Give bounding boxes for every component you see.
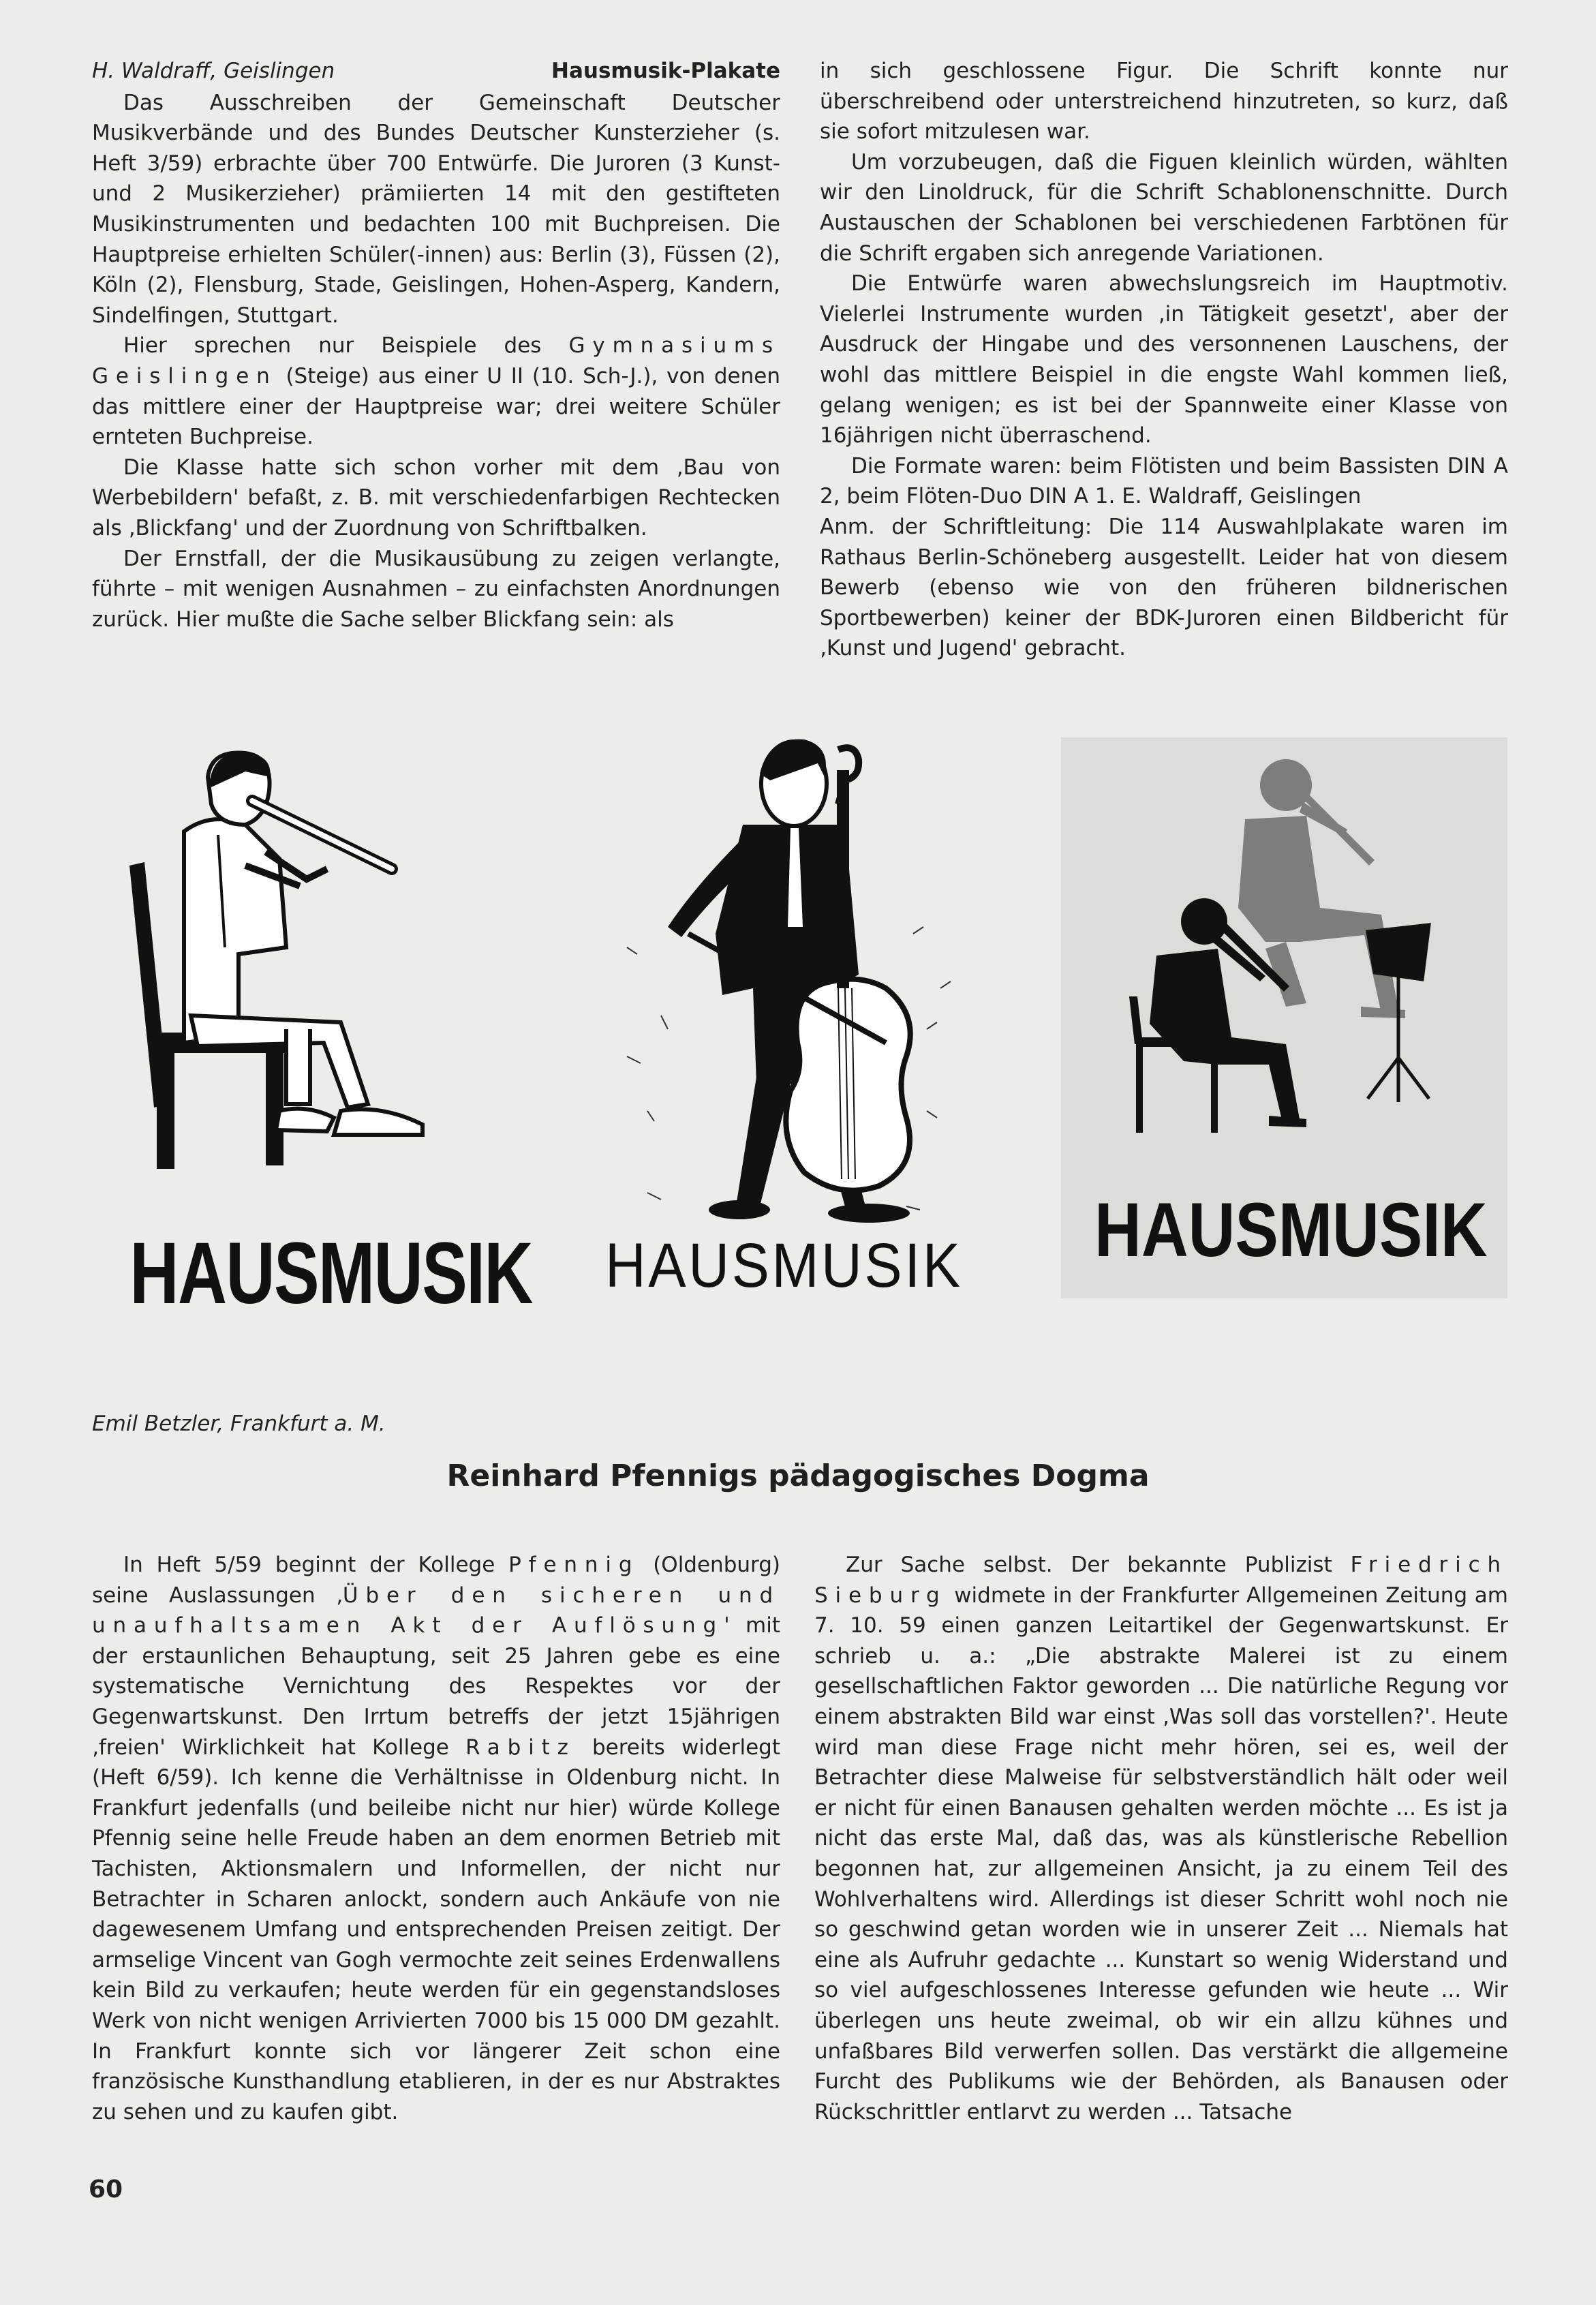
text-span: Hier sprechen nur Beispiele des [123, 333, 569, 358]
text-span: widmete in der Frankfurter Allgemeinen Zeitung am 7. 10. 59 einen ganzen Leitartikel der Gegenwartskunst. Er schrieb u. a.: „Die abstrakte Malerei ist zu einem gesellschaftlichen Faktor geworden ... Die natürliche Regung vor einem abstrakten Bild war einst ‚Was soll das vorstellen?'. Heute wird man diese Frage nicht mehr hören, sei es, weil der Betrachter diese Malweise für selbstverständlich hält oder weil er nicht für einen Banausen gehalten werden möchte ... Es ist ja nicht das erste Mal, daß das, was als künstlerische Rebellion begonnen hat, zur allgemeinen Ansicht, ja zu einem Teil des Wohlverhaltens wird. Allerdings ist dieser Schritt wohl noch nie so geschwind getan worden wie in unserer Zeit ... Niemals hat eine als Aufruhr gedachte ... Kunstart so wenig Widerstand und so viel aufgeschlossenes Interesse gefunden wie heute ... Wir überlegen uns heute zweimal, ob wir ein allzu kühnes und unfaßbares Bild verwerfen sollen. Das verstärkt die allgemeine Furcht des Publikums wie der Behörden, als Banausen oder Rückschrittler entlarvt zu werden ... Tatsache [814, 1583, 1508, 2124]
spaced-text: Gymnasiums Geislingen [92, 333, 780, 388]
article1-author: H. Waldraff, Geislingen [92, 59, 335, 83]
poster-title: HAUSMUSIK [1094, 1187, 1488, 1272]
article1-paragraph: Die Formate waren: beim Flötisten und beim Bassisten DIN A 2, beim Flöten-Duo DIN A 1. E. Waldraff, Geislingen [820, 453, 1508, 509]
article1-paragraph [92, 331, 780, 452]
article1-paragraph: Das Ausschreiben der Gemeinschaft Deutscher Musikverbände und des Bundes Deutscher Kunsterzieher (s. Heft 3/59) erbrachte über 700 Entwürfe. Die Juroren (3 Kunst- und 2 Musikerzieher) prämiierten 14 mit den gestifteten Musikinstrumenten und bedachten 100 mit Buchpreisen. Die Hauptpreise erhielten Schüler(-innen) aus: Berlin (3), Füssen (2), Köln (2), Flensburg, Stade, Geislingen, Hohen-Asperg, Kandern, Sindelfingen, Stuttgart. [92, 90, 780, 328]
article2-right-column [814, 1550, 1508, 2127]
text-span: Zur Sache selbst. Der bekannte Publizist [846, 1553, 1351, 1577]
flute-duo-illustration [1061, 737, 1507, 1160]
poster-title: HAUSMUSIK [605, 1231, 963, 1300]
article1-header [92, 56, 780, 87]
article1-right-column [820, 56, 1508, 664]
spaced-name: Pfennig [508, 1553, 640, 1577]
poster-bassist [586, 729, 968, 1309]
article1-paragraph: in sich geschlossene Figur. Die Schrift konnte nur überschreibend oder unterstreichend hinzutreten, so kurz, daß sie sofort mitzulesen war. [820, 59, 1508, 144]
spaced-name: Friedrich Sieburg [814, 1553, 1508, 1608]
flutist-illustration [82, 722, 518, 1227]
article2-headline: Reinhard Pfennigs pädagogisches Dogma [446, 1459, 1150, 1493]
article2-paragraph [92, 1550, 780, 2127]
spaced-name: Rabitz [465, 1735, 576, 1760]
text-span: In Heft 5/59 beginnt der Kollege [123, 1553, 509, 1577]
article1-paragraph: Die Klasse hatte sich schon vorher mit dem ‚Bau von Werbebildern' befaßt, z. B. mit verschiedenfarbigen Rechtecken als ‚Blickfang' und der Zuordnung von Schriftbalken. [92, 455, 780, 540]
article1-section-title: Hausmusik-Plakate [551, 59, 780, 83]
article1-note: Anm. der Schriftleitung: Die 114 Auswahlplakate waren im Rathaus Berlin-Schöneberg ausgestellt. Leider hat von diesem Bewerb (ebenso wie von den früheren bildnerischen Sportbewerben) keiner der BDK-Juroren einen Bildbericht für ‚Kunst und Jugend' gebracht. [820, 514, 1508, 661]
article1-left-column [92, 56, 780, 635]
bassist-illustration [586, 729, 968, 1234]
text-span: ' mit der erstaunlichen Behauptung, seit 25 Jahren gebe es eine systematische Vernichtung des Respektes vor der Gegenwartskunst. Den Irrtum betreffs der jetzt 15jährigen ‚freien' Wirklichkeit hat Kollege [92, 1613, 781, 1760]
text-span: (Oldenburg) seine Auslassungen ‚ [92, 1553, 781, 1608]
page-number: 60 [89, 2176, 123, 2203]
text-span: (Steige) aus einer U II (10. Sch-J.), von denen das mittlere einer der Hauptpreise war; drei weitere Schüler ernteten Buchpreise. [92, 363, 780, 450]
spaced-quote: Über den sicheren und unaufhaltsamen Akt der Auflösung [92, 1583, 780, 1638]
poster-flutist [82, 722, 532, 1322]
article1-paragraph: Der Ernstfall, der die Musikausübung zu zeigen verlangte, führte – mit wenigen Ausnahmen – zu einfachsten Anordnungen zurück. Hier mußte die Sache selber Blickfang sein: als [92, 546, 780, 632]
text-span: bereits widerlegt (Heft 6/59). Ich kenne die Verhältnisse in Oldenburg nicht. In Frankfurt jedenfalls (und beileibe nicht nur hier) würde Kollege Pfennig seine helle Freude haben an dem enormen Betrieb mit Tachisten, Aktionsmalern und Informellen, der nicht nur Betrachter in Scharen anlockt, sondern auch Ankäufe von nie dagewesenem Umfang und entsprechenden Preisen zeitigt. Der armselige Vincent van Gogh vermochte zeit seines Erdenwallens kein Bild zu verkaufen; heute werden für ein gegenstandsloses Werk von nicht wenigen Arrivierten 7000 bis 15 000 DM gezahlt. In Frankfurt konnte sich vor längerer Zeit schon eine französische Kunsthandlung etablieren, in der es nur Abstraktes zu sehen und zu kaufen gibt. [92, 1735, 780, 2124]
poster-title: HAUSMUSIK [129, 1225, 532, 1322]
article2-paragraph [814, 1550, 1508, 2127]
article1-paragraph: Die Entwürfe waren abwechslungsreich im Hauptmotiv. Vielerlei Instrumente wurden ‚in Tätigkeit gesetzt', aber der Ausdruck der Hingabe und des versonnenen Lauschens, der wohl das mittlere Beispiel in die engste Wahl kommen ließ, gelang wenigen; es ist bei der Spannweite einer Klasse von 16jährigen nicht überraschend. [820, 271, 1508, 448]
article1-paragraph: Um vorzubeugen, daß die Figuen kleinlich würden, wählten wir den Linoldruck, für die Schrift Schablonenschnitte. Durch Austauschen der Schablonen bei verschiedenen Farbtönen für die Schrift ergaben sich anregende Variationen. [820, 149, 1508, 266]
article2-byline: Emil Betzler, Frankfurt a. M. [92, 1411, 386, 1436]
article2-left-column [92, 1550, 780, 2127]
poster-flute-duo [1061, 737, 1507, 1298]
